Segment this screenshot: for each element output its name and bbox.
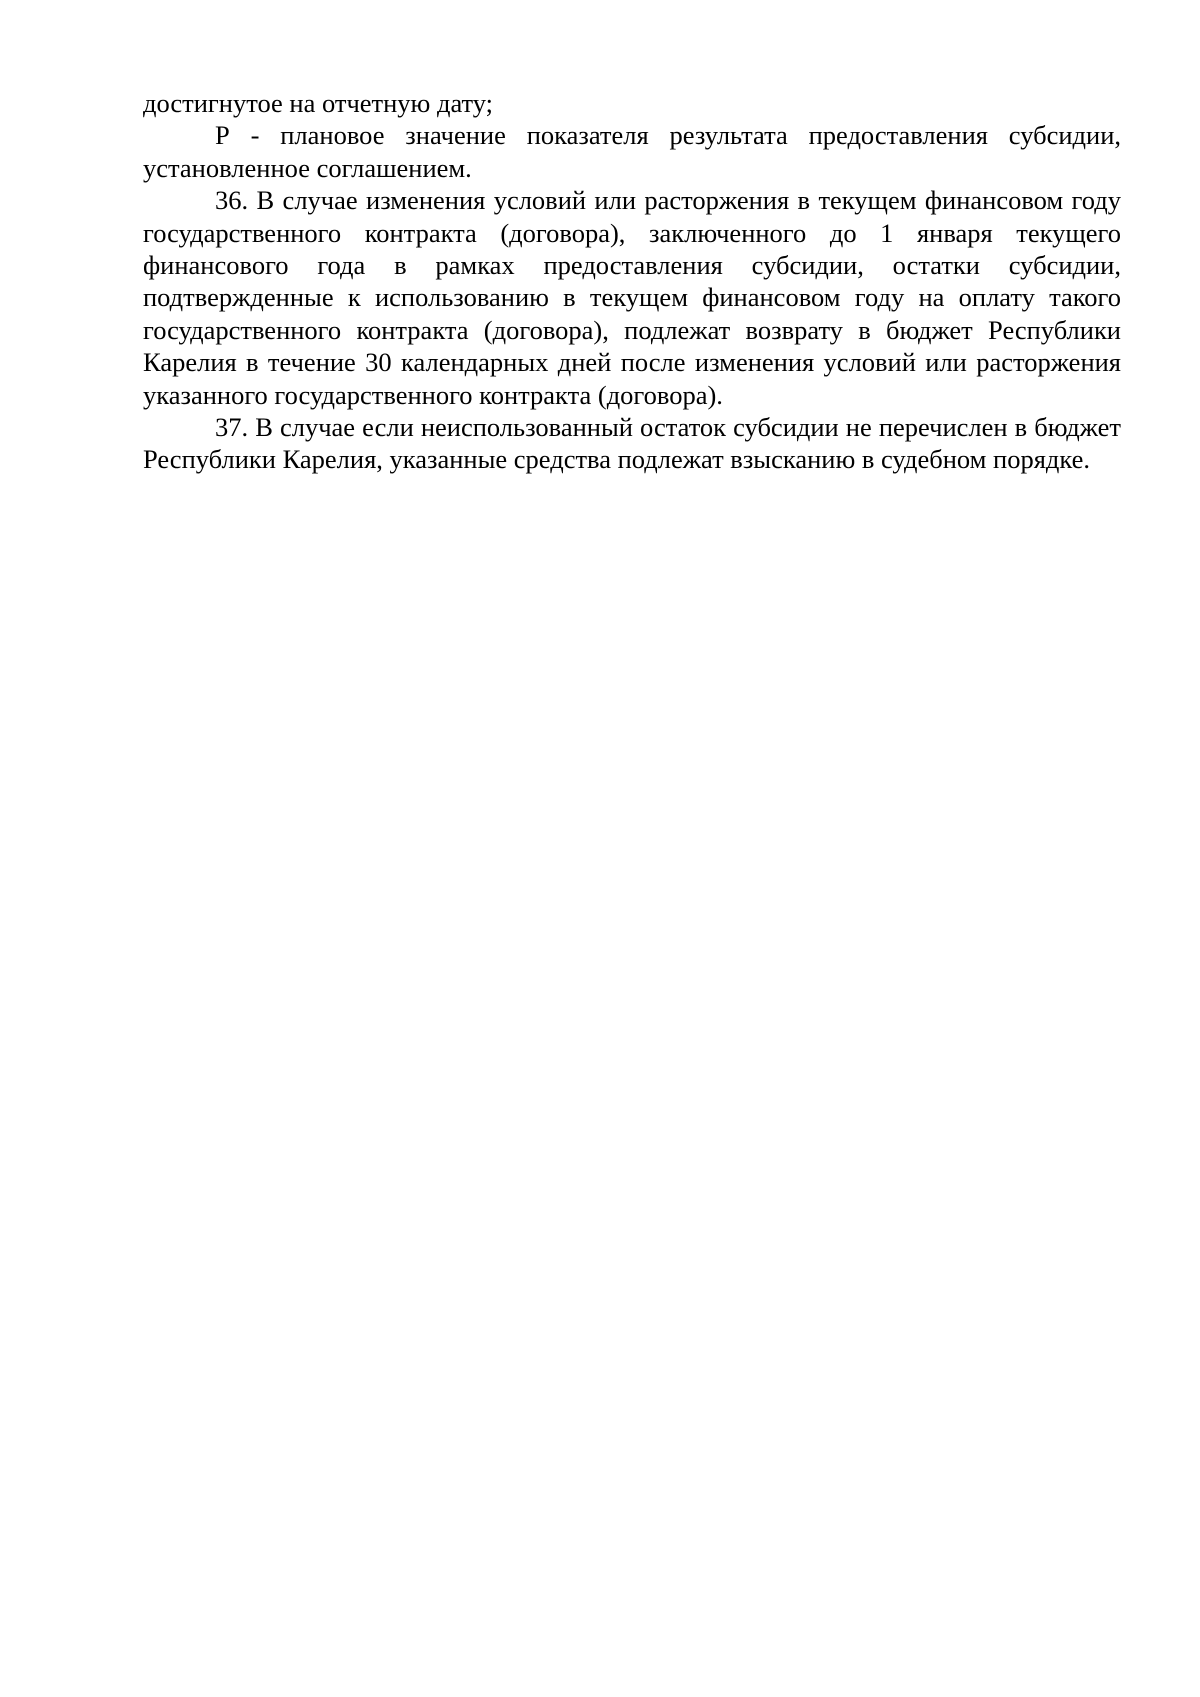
paragraph-clause-37: 37. В случае если неиспользованный остаток субсидии не перечислен в бюджет Республики Карелия, указанные средства подлежат взысканию в судебном порядке. [143, 412, 1121, 475]
paragraph-clause-36: 36. В случае изменения условий или расторжения в текущем финансовом году государственного контракта (договора), заключенного до 1 января текущего финансового года в рамках предоставления субсидии, остатки субсидии, подтвержденные к использованию в текущем финансовом году на оплату такого государственного контракта (договора), подлежат возврату в бюджет Республики Карелия в течение 30 календарных дней после изменения условий или расторжения указанного государственного контракта (договора). [143, 185, 1121, 410]
paragraph-continuation: достигнутое на отчетную дату; [143, 88, 494, 118]
paragraph-plan-value-definition: Р - плановое значение показателя результата предоставления субсидии, установленное соглашением. [143, 120, 1121, 183]
document-body [143, 87, 1121, 476]
